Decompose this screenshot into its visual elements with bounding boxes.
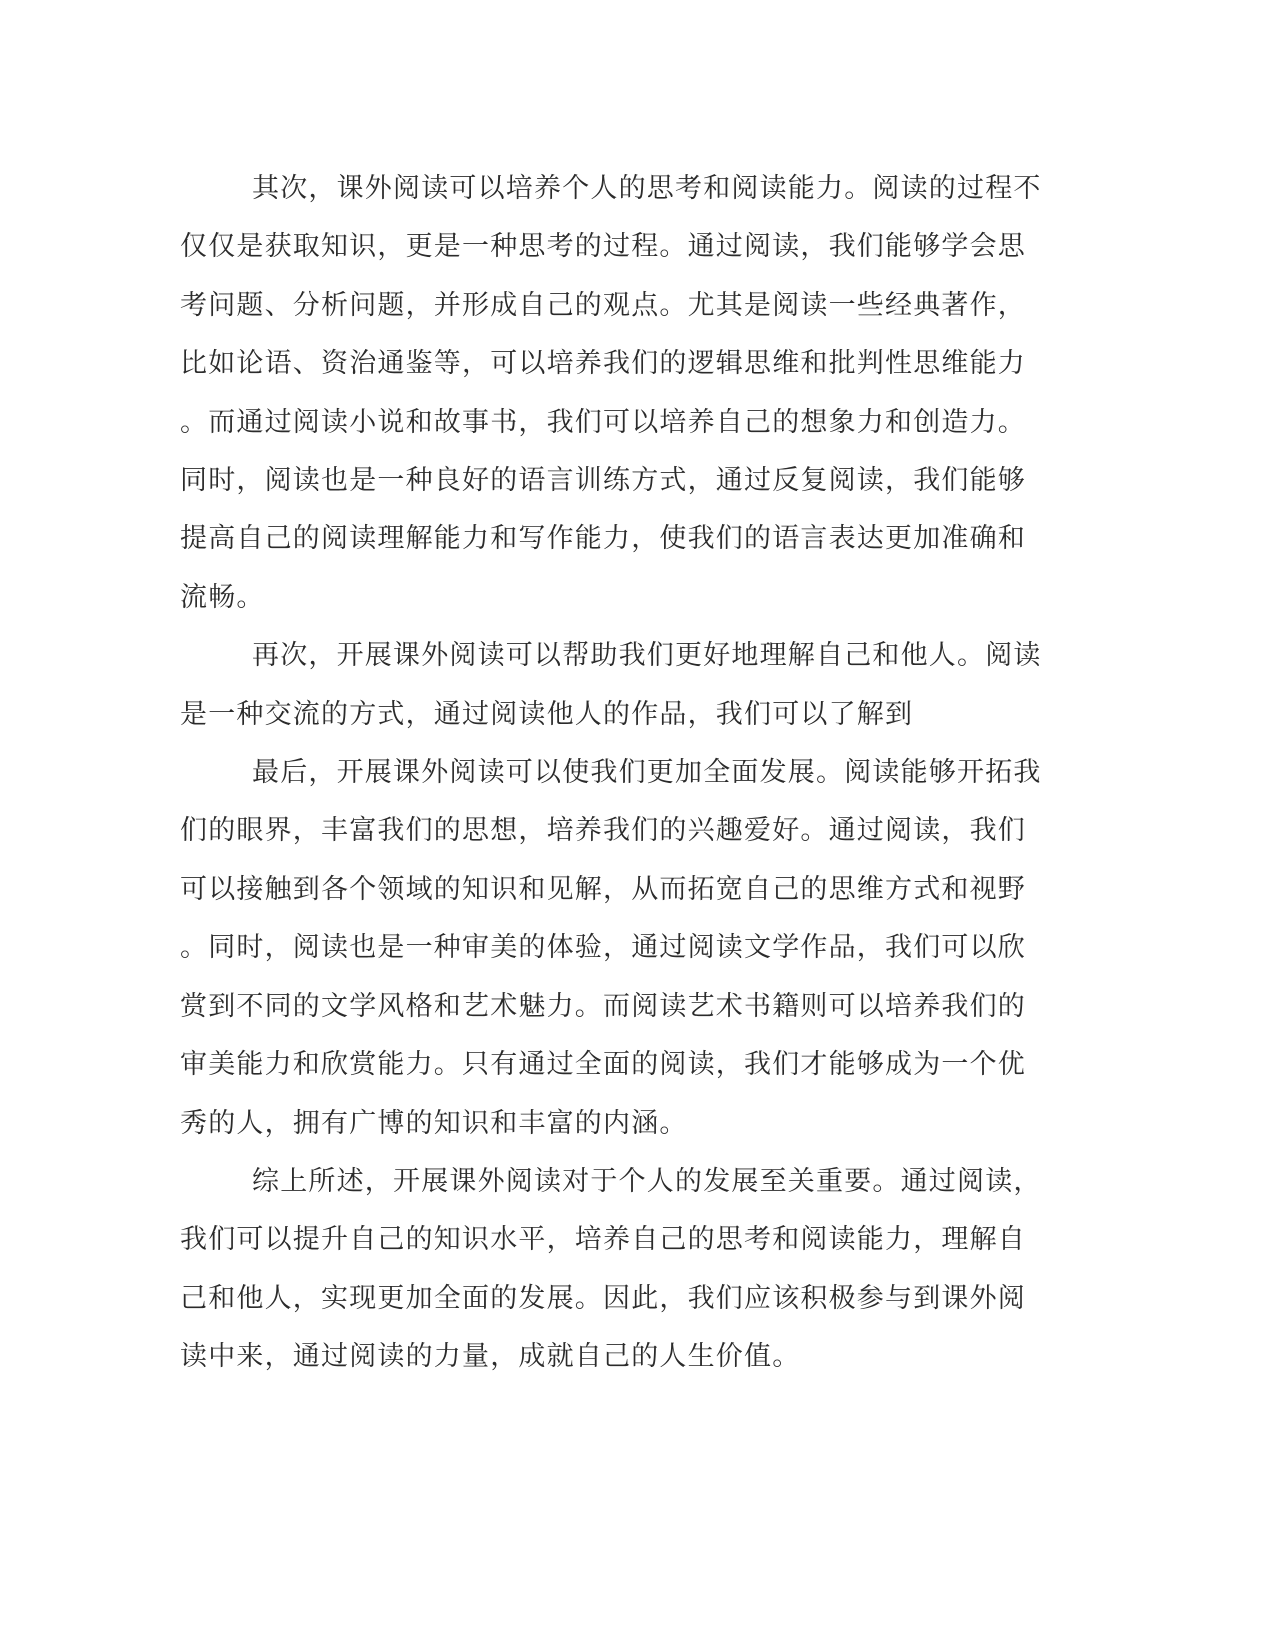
text-line: 比如论语、资治通鉴等，可以培养我们的逻辑思维和批判性思维能力	[180, 348, 1026, 380]
text-line: 秀的人，拥有广博的知识和丰富的内涵。	[180, 1107, 688, 1139]
text-line: 。同时，阅读也是一种审美的体验，通过阅读文学作品，我们可以欣	[180, 932, 1026, 964]
text-line: 考问题、分析问题，并形成自己的观点。尤其是阅读一些经典著作，	[180, 289, 1026, 321]
text-line: 同时，阅读也是一种良好的语言训练方式，通过反复阅读，我们能够	[180, 465, 1026, 497]
text-line: 是一种交流的方式，通过阅读他人的作品，我们可以了解到	[180, 698, 914, 730]
text-line: 审美能力和欣赏能力。只有通过全面的阅读，我们才能够成为一个优	[180, 1049, 1026, 1081]
text-line: 提高自己的阅读理解能力和写作能力，使我们的语言表达更加准确和	[180, 523, 1026, 555]
paragraph-conclusion	[180, 1153, 1040, 1387]
paragraph-understanding-others	[180, 627, 1040, 744]
paragraph-thinking-ability	[180, 160, 1040, 627]
paragraph-all-round-development	[180, 744, 1040, 1153]
text-line: 流畅。	[180, 581, 265, 613]
text-line: 己和他人，实现更加全面的发展。因此，我们应该积极参与到课外阅	[180, 1282, 1026, 1314]
text-line: 。而通过阅读小说和故事书，我们可以培养自己的想象力和创造力。	[180, 406, 1026, 438]
body-text	[180, 160, 1040, 1387]
text-line: 我们可以提升自己的知识水平，培养自己的思考和阅读能力，理解自	[180, 1224, 1026, 1256]
text-line: 其次，课外阅读可以培养个人的思考和阅读能力。阅读的过程不	[252, 173, 1042, 204]
text-line: 综上所述，开展课外阅读对于个人的发展至关重要。通过阅读，	[252, 1165, 1042, 1197]
text-line: 可以接触到各个领域的知识和见解，从而拓宽自己的思维方式和视野	[180, 873, 1026, 905]
text-line: 再次，开展课外阅读可以帮助我们更好地理解自己和他人。阅读	[252, 640, 1042, 672]
text-line: 最后，开展课外阅读可以使我们更加全面发展。阅读能够开拓我	[252, 757, 1042, 789]
text-line: 们的眼界，丰富我们的思想，培养我们的兴趣爱好。通过阅读，我们	[180, 815, 1026, 847]
text-line: 读中来，通过阅读的力量，成就自己的人生价值。	[180, 1341, 801, 1373]
text-line: 赏到不同的文学风格和艺术魅力。而阅读艺术书籍则可以培养我们的	[180, 990, 1026, 1022]
text-line: 仅仅是获取知识，更是一种思考的过程。通过阅读，我们能够学会思	[180, 231, 1026, 263]
